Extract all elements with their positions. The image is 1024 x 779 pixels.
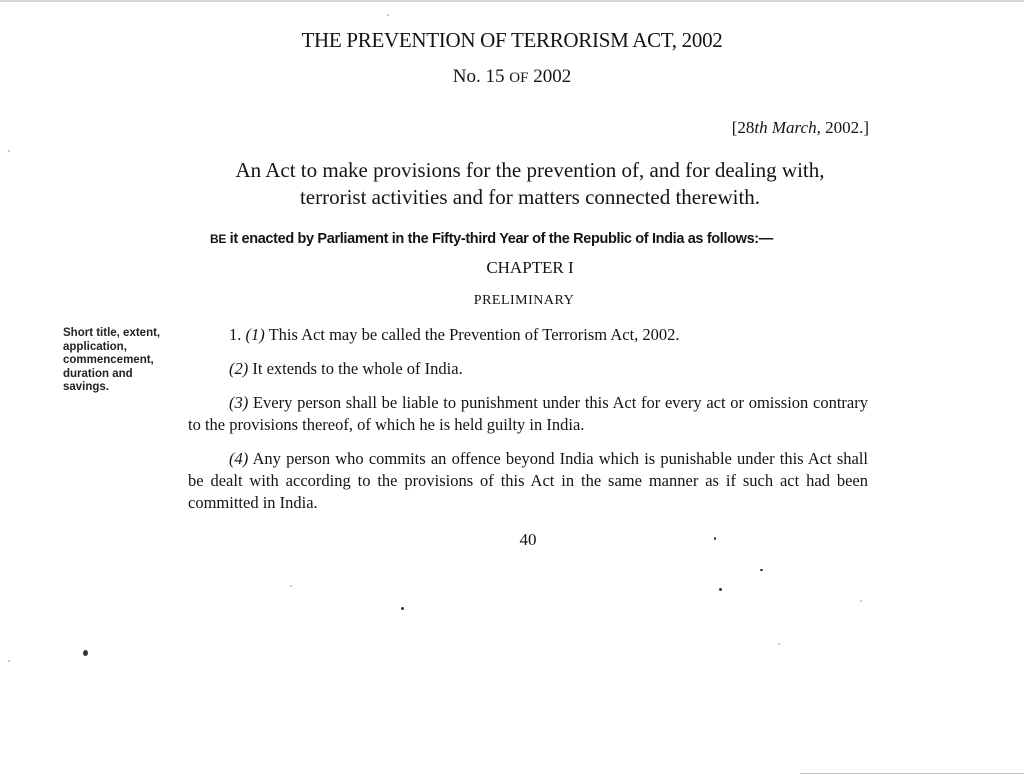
marginal-note: Short title, extent, application, commencement, duration and savings. — [63, 327, 161, 393]
section-number: 1. — [229, 325, 242, 344]
section-1-sub-3 — [188, 392, 868, 436]
sub-4-text: Any person who commits an offence beyond India which is punishable under this Act shall be dealt with according to the provisions of this Act in the same manner as if such act had been committed in India. — [188, 449, 868, 512]
scan-speck — [714, 537, 716, 540]
scan-top-edge — [0, 0, 1024, 2]
sub-4-label: (4) — [229, 449, 249, 468]
section-1-sub-2 — [188, 358, 909, 380]
date-year: 2002.] — [825, 118, 869, 137]
date-month: th March, — [754, 118, 821, 137]
scan-speck — [290, 585, 292, 587]
scan-speck — [860, 600, 862, 602]
enacting-text: it enacted by Parliament in the Fifty-third Year of the Republic of India as follows:— — [225, 231, 773, 247]
page-number: 40 — [519, 530, 537, 549]
sub-2-label: (2) — [229, 359, 249, 378]
sub-2-text: It extends to the whole of India. — [252, 359, 463, 378]
enactment-date — [732, 118, 869, 138]
scan-bottom-edge — [800, 773, 1024, 774]
scan-speck — [401, 607, 404, 610]
sub-3-text: Every person shall be liable to punishment under this Act for every act or omission contrary to the provisions thereof, of which he is held guilty in India. — [188, 393, 868, 434]
act-number-of: OF — [509, 70, 529, 86]
act-number — [0, 66, 1024, 88]
sub-3-label: (3) — [229, 393, 249, 412]
date-day: 28 — [737, 118, 755, 137]
chapter-heading: PRELIMINARY — [473, 293, 575, 308]
scan-speck — [778, 643, 780, 645]
scan-speck — [83, 650, 88, 656]
date-open-bracket: [ — [731, 118, 738, 137]
section-1-sub-4 — [188, 448, 868, 514]
scan-speck — [387, 14, 389, 16]
long-title: An Act to make provisions for the prevention of, and for dealing with, terrorist activities and for matters connected therewith. — [235, 158, 825, 209]
act-number-year: 2002 — [533, 66, 572, 87]
sub-1-label: (1) — [245, 325, 265, 344]
act-number-prefix: No. 15 — [452, 66, 505, 87]
scan-speck — [760, 569, 763, 571]
scan-speck — [719, 588, 722, 591]
enacting-be: BE — [210, 232, 226, 246]
act-title: THE PREVENTION OF TERRORISM ACT, 2002 — [301, 28, 723, 52]
chapter-number: CHAPTER I — [486, 258, 574, 277]
sub-1-text: This Act may be called the Prevention of Terrorism Act, 2002. — [268, 325, 680, 344]
section-1-sub-1 — [188, 324, 909, 346]
enacting-formula — [210, 231, 773, 247]
scan-speck — [8, 150, 10, 152]
scan-speck — [8, 660, 10, 662]
